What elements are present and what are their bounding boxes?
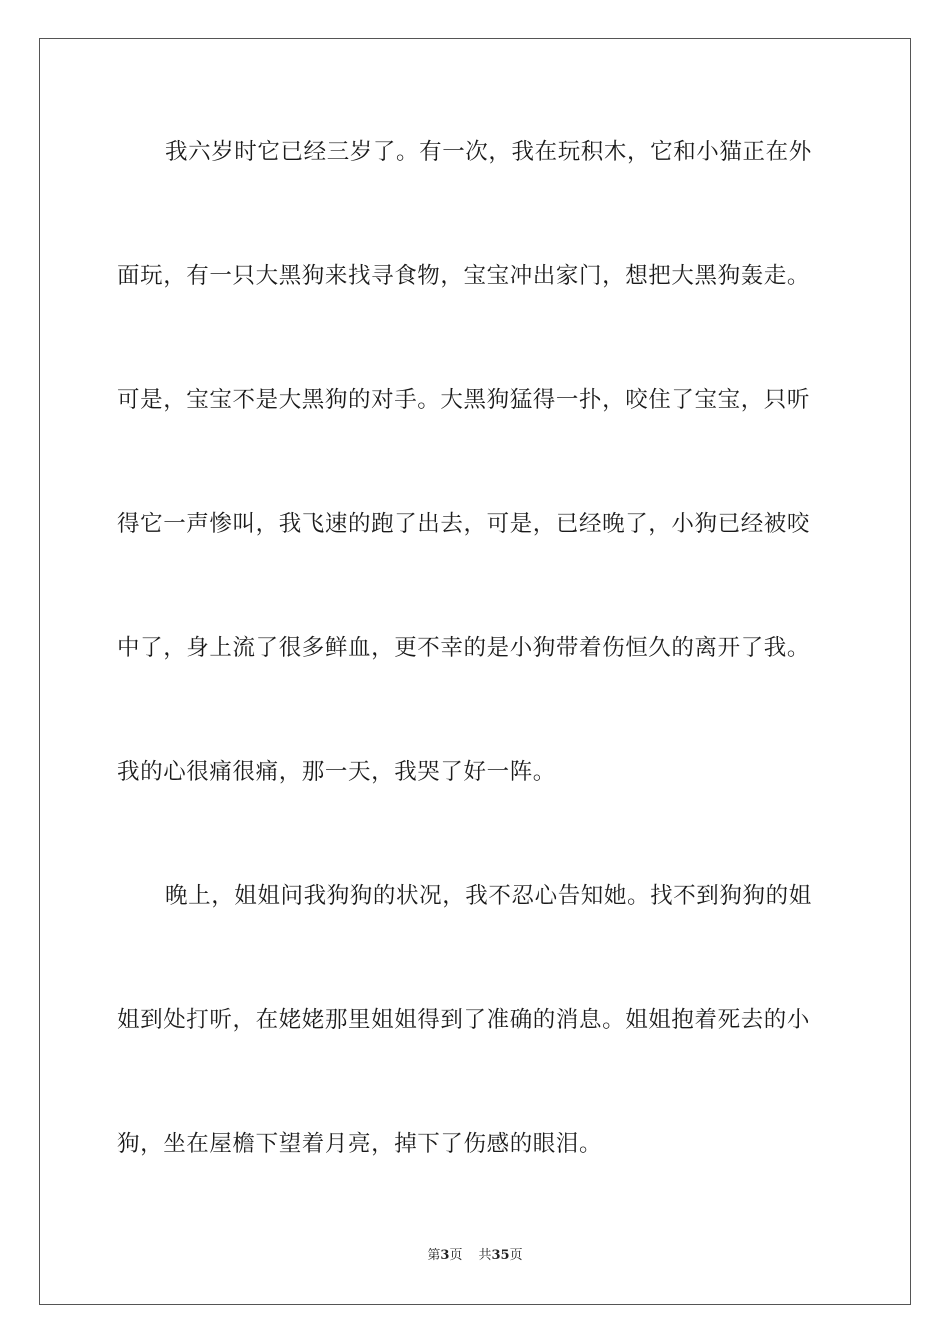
text-line: 狗，坐在屋檐下望着月亮，掉下了伤感的眼泪。	[117, 1131, 603, 1157]
page-footer	[0, 1247, 950, 1265]
text-line: 晚上，姐姐问我狗狗的状况，我不忍心告知她。找不到狗狗的姐	[165, 883, 812, 909]
total-pages-number: 35	[491, 1248, 510, 1263]
page-label-prefix: 第	[427, 1248, 441, 1263]
page-label-suffix: 页	[449, 1248, 463, 1263]
total-label-suffix: 页	[509, 1248, 523, 1263]
text-line: 得它一声惨叫，我飞速的跑了出去，可是，已经晚了，小狗已经被咬	[117, 511, 811, 537]
text-line: 可是，宝宝不是大黑狗的对手。大黑狗猛得一扑，咬住了宝宝，只听	[117, 387, 811, 413]
text-line: 姐到处打听，在姥姥那里姐姐得到了准确的消息。姐姐抱着死去的小	[117, 1007, 811, 1033]
text-line: 中了，身上流了很多鲜血，更不幸的是小狗带着伤恒久的离开了我。	[117, 635, 811, 661]
page-border	[39, 38, 911, 1305]
text-line: 我的心很痛很痛，那一天，我哭了好一阵。	[117, 759, 556, 785]
text-line: 面玩，有一只大黑狗来找寻食物，宝宝冲出家门，想把大黑狗轰走。	[117, 263, 811, 289]
total-label-prefix: 共	[478, 1248, 492, 1263]
current-page-number: 3	[440, 1248, 450, 1263]
text-line: 我六岁时它已经三岁了。有一次，我在玩积木，它和小猫正在外	[165, 139, 812, 165]
